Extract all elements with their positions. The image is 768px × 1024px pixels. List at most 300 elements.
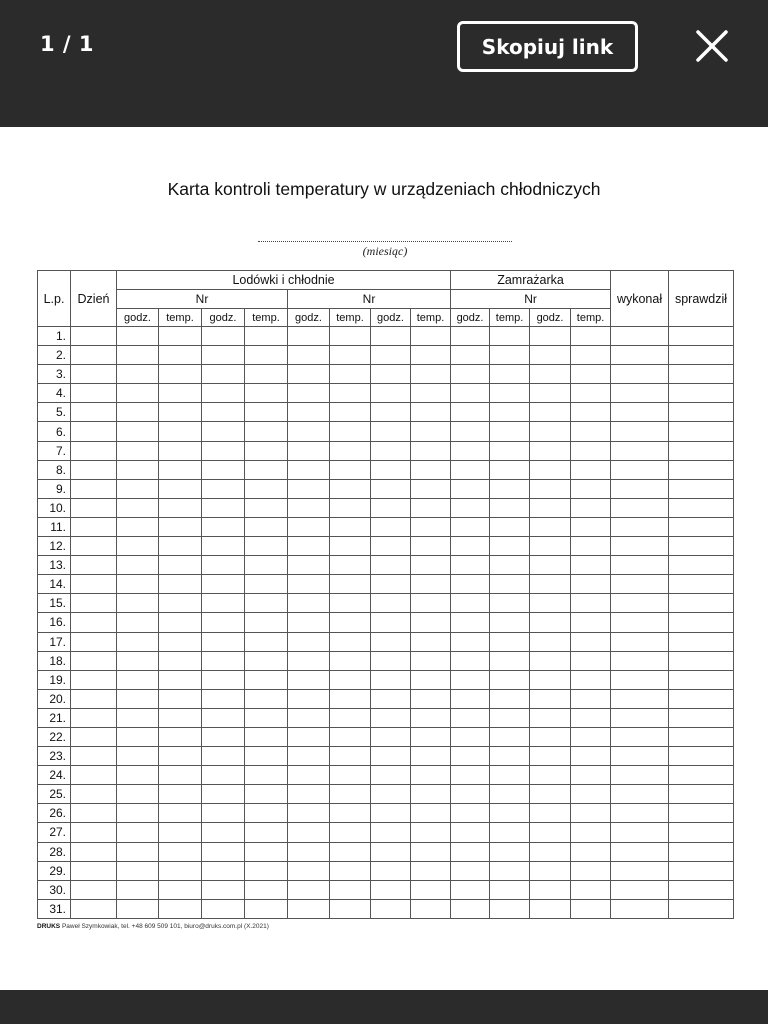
table-cell [571,346,611,365]
table-cell [530,785,571,804]
table-cell [159,403,202,422]
table-cell [330,823,371,842]
table-cell [330,861,371,880]
table-cell [490,632,530,651]
table-body [38,327,734,919]
table-cell [490,537,530,556]
table-cell [530,460,571,479]
table-cell [117,556,159,575]
table-cell [371,899,411,918]
table-cell [451,632,490,651]
row-number: 25. [38,785,71,804]
table-cell [571,422,611,441]
table-cell [202,556,245,575]
table-cell [571,441,611,460]
table-cell [411,708,451,727]
table-cell [490,899,530,918]
row-number: 24. [38,766,71,785]
table-cell [71,556,117,575]
table-cell [490,403,530,422]
page-counter: 1 / 1 [40,32,95,56]
table-cell [611,575,669,594]
table-cell [411,346,451,365]
table-cell [669,346,734,365]
table-cell [159,899,202,918]
footer-text: Paweł Szymkowiak, tel. +48 609 509 101, biuro@druks.com.pl (X.2021) [61,923,269,930]
header-time: godz. [530,309,571,327]
table-cell [669,327,734,346]
table-cell [371,632,411,651]
table-cell [71,327,117,346]
row-number: 28. [38,842,71,861]
table-cell [411,575,451,594]
table-cell [202,842,245,861]
table-cell [371,346,411,365]
table-cell [202,727,245,746]
table-row [38,384,734,403]
table-cell [611,537,669,556]
table-cell [288,842,330,861]
table-cell [530,708,571,727]
table-cell [451,823,490,842]
table-cell [245,651,288,670]
table-cell [451,479,490,498]
table-cell [490,766,530,785]
table-cell [571,556,611,575]
table-cell [371,823,411,842]
table-cell [71,365,117,384]
table-cell [159,327,202,346]
row-number: 2. [38,346,71,365]
table-row [38,727,734,746]
table-cell [71,651,117,670]
table-cell [571,479,611,498]
table-cell [611,517,669,536]
table-cell [159,365,202,384]
table-cell [288,823,330,842]
table-cell [330,785,371,804]
table-cell [669,403,734,422]
table-cell [330,727,371,746]
table-cell [611,670,669,689]
table-cell [71,575,117,594]
table-cell [288,594,330,613]
table-cell [71,861,117,880]
table-cell [611,823,669,842]
table-cell [371,689,411,708]
header-lp: L.p. [38,271,71,327]
table-cell [159,441,202,460]
table-cell [490,747,530,766]
table-cell [71,594,117,613]
table-cell [71,823,117,842]
table-cell [202,537,245,556]
table-cell [490,384,530,403]
table-cell [330,880,371,899]
table-cell [371,460,411,479]
table-cell [530,365,571,384]
table-cell [451,613,490,632]
table-cell [530,861,571,880]
table-cell [571,727,611,746]
table-cell [71,880,117,899]
table-cell [669,365,734,384]
table-cell [202,861,245,880]
table-cell [669,861,734,880]
table-cell [411,384,451,403]
row-number: 13. [38,556,71,575]
row-number: 22. [38,727,71,746]
header-checked-by: sprawdził [669,271,734,327]
table-cell [202,804,245,823]
table-cell [411,498,451,517]
table-cell [117,785,159,804]
table-cell [571,403,611,422]
table-cell [330,441,371,460]
copy-link-button[interactable]: Skopiuj link [457,21,638,72]
table-cell [411,766,451,785]
table-cell [530,632,571,651]
table-cell [669,422,734,441]
table-cell [117,747,159,766]
table-cell [330,327,371,346]
table-cell [669,899,734,918]
table-cell [117,766,159,785]
table-cell [330,766,371,785]
table-cell [288,346,330,365]
table-cell [490,613,530,632]
table-row [38,498,734,517]
table-cell [669,384,734,403]
table-cell [202,823,245,842]
table-cell [530,575,571,594]
table-cell [371,804,411,823]
table-cell [411,804,451,823]
table-cell [202,766,245,785]
table-cell [451,441,490,460]
table-cell [330,422,371,441]
table-cell [490,498,530,517]
table-cell [669,498,734,517]
table-cell [611,785,669,804]
table-cell [202,346,245,365]
table-cell [117,670,159,689]
table-cell [330,537,371,556]
table-cell [117,575,159,594]
table-cell [117,823,159,842]
table-cell [490,556,530,575]
table-cell [117,804,159,823]
table-cell [330,842,371,861]
table-cell [159,670,202,689]
table-cell [411,670,451,689]
table-cell [611,708,669,727]
table-cell [330,403,371,422]
row-number: 20. [38,689,71,708]
table-cell [371,422,411,441]
table-cell [202,747,245,766]
table-cell [330,899,371,918]
header-fridges: Lodówki i chłodnie [117,271,451,290]
table-cell [371,880,411,899]
table-cell [159,498,202,517]
table-cell [245,498,288,517]
table-cell [490,842,530,861]
table-cell [117,842,159,861]
table-cell [371,537,411,556]
table-cell [371,670,411,689]
table-cell [411,479,451,498]
table-cell [245,346,288,365]
table-row [38,517,734,536]
table-row [38,785,734,804]
table-cell [117,632,159,651]
table-cell [411,327,451,346]
table-cell [202,575,245,594]
table-cell [611,880,669,899]
table-cell [490,880,530,899]
table-cell [530,823,571,842]
table-cell [117,651,159,670]
table-row [38,747,734,766]
table-cell [611,842,669,861]
table-cell [288,365,330,384]
table-cell [530,403,571,422]
table-cell [245,422,288,441]
table-row [38,365,734,384]
row-number: 21. [38,708,71,727]
table-cell [490,727,530,746]
table-cell [245,861,288,880]
table-cell [411,365,451,384]
table-cell [288,613,330,632]
table-cell [571,594,611,613]
table-cell [451,384,490,403]
table-row [38,899,734,918]
header-done-by: wykonał [611,271,669,327]
row-number: 23. [38,747,71,766]
table-row [38,346,734,365]
table-cell [117,899,159,918]
table-cell [159,880,202,899]
header-time: godz. [451,309,490,327]
table-cell [611,613,669,632]
table-cell [288,422,330,441]
table-cell [202,460,245,479]
table-cell [288,517,330,536]
table-cell [330,632,371,651]
table-cell [669,651,734,670]
table-cell [371,594,411,613]
table-cell [530,689,571,708]
table-cell [451,365,490,384]
table-cell [611,861,669,880]
table-cell [288,747,330,766]
table-cell [490,460,530,479]
table-cell [571,785,611,804]
table-row [38,823,734,842]
table-cell [371,613,411,632]
table-cell [159,766,202,785]
table-cell [71,517,117,536]
table-cell [245,479,288,498]
row-number: 30. [38,880,71,899]
table-cell [571,708,611,727]
document-page [0,127,768,990]
table-cell [571,537,611,556]
table-cell [245,823,288,842]
table-cell [71,441,117,460]
table-row [38,632,734,651]
table-cell [571,327,611,346]
table-cell [530,670,571,689]
close-button[interactable] [693,27,731,65]
header-nr: Nr [288,290,451,309]
table-cell [159,517,202,536]
table-cell [245,689,288,708]
table-cell [117,537,159,556]
table-cell [371,327,411,346]
row-number: 31. [38,899,71,918]
table-cell [530,517,571,536]
table-cell [669,613,734,632]
table-cell [159,842,202,861]
table-cell [611,632,669,651]
table-cell [451,842,490,861]
row-number: 1. [38,327,71,346]
table-cell [411,403,451,422]
table-cell [571,384,611,403]
table-cell [490,346,530,365]
table-cell [611,766,669,785]
temperature-table [37,270,734,919]
row-number: 27. [38,823,71,842]
table-cell [288,479,330,498]
table-cell [411,651,451,670]
table-row [38,766,734,785]
table-cell [611,556,669,575]
table-cell [490,670,530,689]
row-number: 8. [38,460,71,479]
table-cell [611,327,669,346]
table-cell [202,498,245,517]
table-row [38,327,734,346]
row-number: 4. [38,384,71,403]
table-cell [530,479,571,498]
table-cell [117,441,159,460]
table-cell [611,384,669,403]
table-row [38,594,734,613]
table-cell [451,880,490,899]
table-cell [159,613,202,632]
table-cell [530,422,571,441]
table-cell [202,517,245,536]
document-title: Karta kontroli temperatury w urządzeniach chłodniczych [167,179,601,199]
table-cell [288,327,330,346]
table-cell [159,823,202,842]
table-cell [159,556,202,575]
table-row [38,861,734,880]
table-row [38,670,734,689]
table-cell [611,594,669,613]
table-cell [371,747,411,766]
table-cell [117,384,159,403]
table-row [38,460,734,479]
table-cell [571,365,611,384]
table-cell [117,708,159,727]
table-cell [669,537,734,556]
table-cell [490,594,530,613]
table-cell [371,575,411,594]
table-cell [245,766,288,785]
table-cell [117,880,159,899]
table-cell [330,575,371,594]
table-cell [571,842,611,861]
table-cell [71,708,117,727]
table-cell [288,498,330,517]
table-cell [71,346,117,365]
table-cell [611,422,669,441]
table-cell [451,498,490,517]
table-cell [669,556,734,575]
table-cell [451,517,490,536]
table-cell [371,727,411,746]
table-cell [571,575,611,594]
close-icon [693,27,731,65]
table-cell [451,575,490,594]
table-cell [371,479,411,498]
table-cell [571,804,611,823]
row-number: 14. [38,575,71,594]
table-cell [490,785,530,804]
table-cell [288,689,330,708]
table-cell [71,460,117,479]
table-cell [245,880,288,899]
table-cell [611,479,669,498]
table-cell [571,861,611,880]
table-cell [411,899,451,918]
table-cell [330,670,371,689]
table-cell [202,384,245,403]
table-cell [245,460,288,479]
table-cell [611,441,669,460]
table-cell [490,689,530,708]
table-cell [490,365,530,384]
table-cell [371,365,411,384]
table-cell [245,517,288,536]
table-cell [117,422,159,441]
table-cell [530,327,571,346]
row-number: 6. [38,422,71,441]
table-cell [451,327,490,346]
table-cell [669,747,734,766]
table-row [38,575,734,594]
table-cell [117,861,159,880]
table-cell [371,861,411,880]
row-number: 10. [38,498,71,517]
row-number: 15. [38,594,71,613]
row-number: 11. [38,517,71,536]
table-cell [490,422,530,441]
table-cell [451,670,490,689]
table-cell [288,670,330,689]
table-cell [117,460,159,479]
table-cell [71,537,117,556]
row-number: 12. [38,537,71,556]
table-cell [451,766,490,785]
table-cell [451,346,490,365]
footer-note [37,923,269,930]
